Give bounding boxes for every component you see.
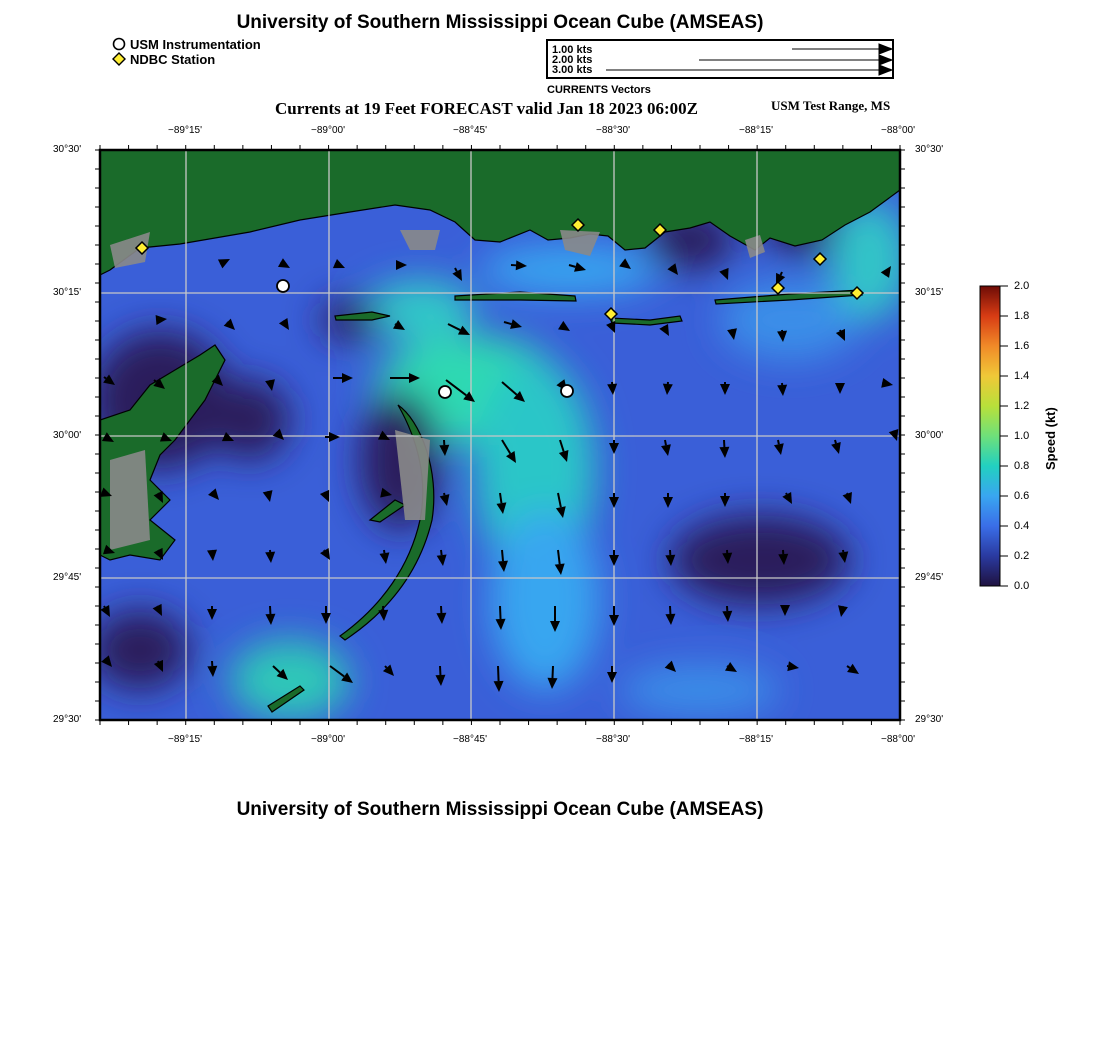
legend-ndbc-label: NDBC Station — [130, 52, 216, 67]
current-vector-shaft — [385, 666, 387, 668]
page-title: University of Southern Mississippi Ocean Cube (AMSEAS) — [236, 12, 764, 33]
colorbar-tick-label: 1.0 — [1014, 430, 1030, 442]
map-subtitle: Currents at 19 Feet FORECAST valid Jan 18 2023 06:00Z — [275, 99, 698, 118]
colorbar-tick-label: 1.4 — [1014, 370, 1030, 382]
colorbar-ticks — [1000, 286, 1008, 586]
lon-label-top: −88°30' — [596, 125, 630, 136]
current-vector-shaft — [552, 666, 553, 678]
current-vector-shaft — [835, 440, 836, 443]
region-label: USM Test Range, MS — [771, 98, 891, 113]
lat-label-right: 30°00' — [915, 430, 944, 441]
legend-usm-label: USM Instrumentation — [130, 37, 261, 52]
colorbar-tick-label: 0.6 — [1014, 490, 1030, 502]
lon-label-top: −89°00' — [311, 125, 345, 136]
current-vector-shaft — [665, 440, 666, 445]
current-vector-shaft — [444, 493, 445, 495]
lat-label-left: 30°00' — [53, 430, 82, 441]
colorbar — [980, 286, 1000, 586]
lon-label-bottom: −89°15' — [168, 734, 202, 745]
colorbar-tick-label: 0.4 — [1014, 520, 1030, 532]
lat-label-left: 29°45' — [53, 572, 82, 583]
current-vector-shaft — [500, 606, 501, 619]
current-vector-shaft — [778, 440, 779, 444]
lat-label-right: 30°30' — [915, 144, 944, 155]
speed-field — [90, 150, 910, 720]
lon-label-bottom: −88°45' — [453, 734, 487, 745]
current-vector-shaft — [781, 272, 782, 275]
vector-key-entry: 2.00 kts — [552, 54, 593, 66]
colorbar-tick-label: 1.6 — [1014, 340, 1030, 352]
usm-instrument-marker[interactable] — [439, 386, 451, 398]
lat-label-left: 30°15' — [53, 287, 82, 298]
colorbar-tick-label: 0.2 — [1014, 550, 1030, 562]
lon-label-top: −88°45' — [453, 125, 487, 136]
lon-label-top: −88°00' — [881, 125, 915, 136]
current-vector-shaft — [104, 377, 106, 379]
lat-label-right: 30°15' — [915, 287, 944, 298]
current-vector-shaft — [441, 550, 442, 555]
colorbar-tick-label: 0.8 — [1014, 460, 1030, 472]
vector-key-entry: 3.00 kts — [552, 64, 593, 76]
usm-instrument-marker[interactable] — [561, 385, 573, 397]
colorbar-tick-label: 0.0 — [1014, 580, 1030, 592]
footer-title: University of Southern Mississippi Ocean Cube (AMSEAS) — [236, 799, 764, 820]
lat-label-right: 29°30' — [915, 714, 944, 725]
lon-label-top: −89°15' — [168, 125, 202, 136]
lon-label-bottom: −88°15' — [739, 734, 773, 745]
lon-label-bottom: −88°00' — [881, 734, 915, 745]
usm-instrument-marker[interactable] — [277, 280, 289, 292]
lat-label-left: 30°30' — [53, 144, 82, 155]
vector-key-entry: 1.00 kts — [552, 44, 593, 56]
lon-label-bottom: −88°30' — [596, 734, 630, 745]
colorbar-tick-label: 1.8 — [1014, 310, 1030, 322]
current-vector-shaft — [786, 493, 787, 494]
lon-label-top: −88°15' — [739, 125, 773, 136]
lat-label-left: 29°30' — [53, 714, 82, 725]
colorbar-tick-label: 2.0 — [1014, 280, 1030, 292]
vector-key-caption: CURRENTS Vectors — [547, 84, 651, 96]
current-vector-shaft — [104, 606, 105, 607]
colorbar-label: Speed (kt) — [1043, 407, 1058, 470]
current-vector-shaft — [502, 550, 503, 561]
lon-label-bottom: −89°00' — [311, 734, 345, 745]
colorbar-tick-label: 1.2 — [1014, 400, 1030, 412]
lat-label-right: 29°45' — [915, 572, 944, 583]
current-vector-shaft — [498, 666, 499, 681]
